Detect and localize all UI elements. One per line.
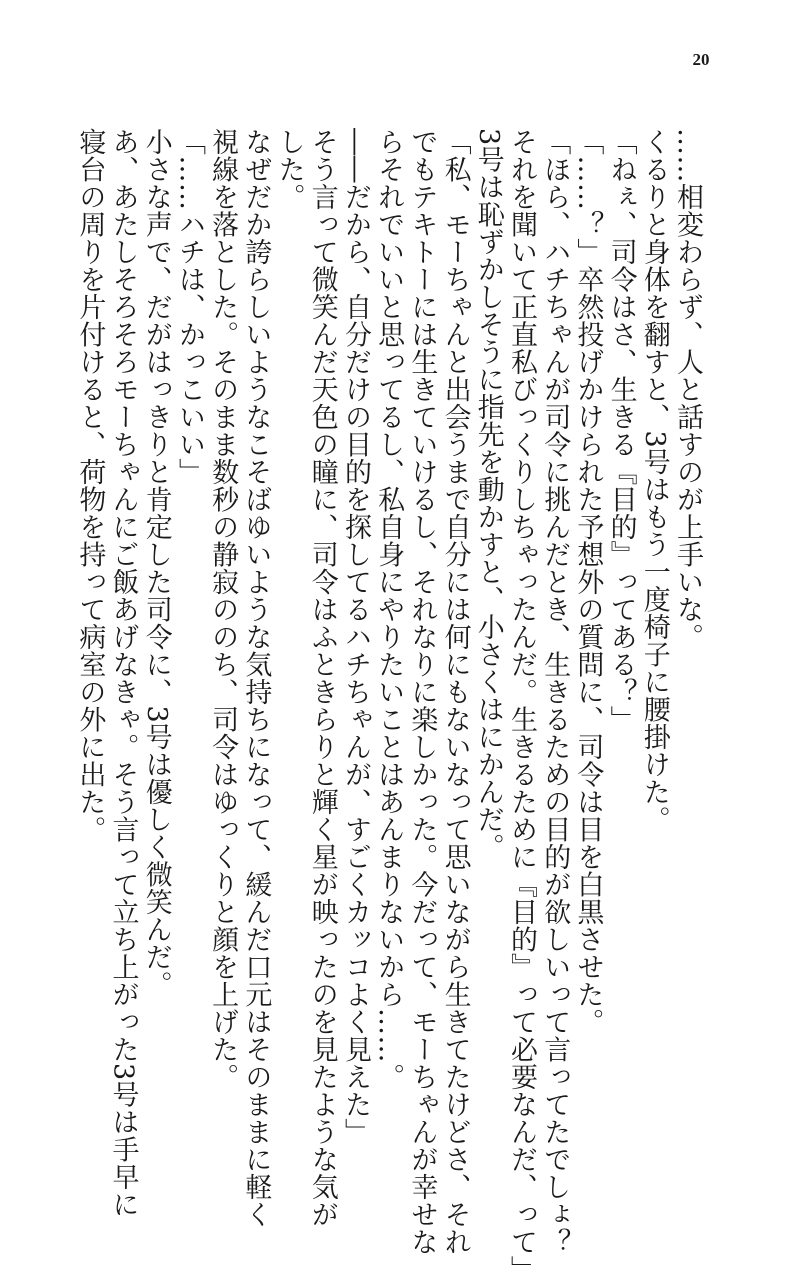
text-line: 寝台の周りを片付けると、荷物を持って病室の外に出た。 [74, 128, 106, 843]
text-line: でもテキトーには生きていけるし、それなりに楽しかった。今だって、モーちゃんが幸せな [406, 128, 438, 1256]
text-line: あ、あたしそろそろモーちゃんにご飯あげなきゃ。そう言って立ち上がった3号は手早に [107, 128, 139, 1219]
text-line: ――だから、自分だけの目的を探してるハチちゃんが、すごくカッコよく見えた」 [339, 128, 371, 1146]
text-line: 「……？」卒然投げかけられた予想外の質問に、司令は目を白黒させた。 [572, 128, 604, 1036]
text-line: した。 [273, 128, 305, 211]
text-line: 「……ハチは、かっこいい」 [173, 128, 205, 486]
text-line: そう言って微笑んだ天色の瞳に、司令はふときらりと輝く星が映ったのを見たような気が [306, 128, 338, 1228]
text-line: 「ほら、ハチちゃんが司令に挑んだとき、生きるための目的が欲しいって言ってたでしょ？ [539, 128, 571, 1256]
text-line: 「私、モーちゃんと出会うまで自分には何にもないなって思いながら生きてたけどさ、それ [439, 128, 471, 1256]
text-line: なぜだか誇らしいようなこそばゆいような気持ちになって、緩んだ口元はそのままに軽く [240, 128, 272, 1228]
text-line: 小さな声で、だがはっきりと肯定した司令に、3号は優しく微笑んだ。 [140, 128, 172, 999]
text-line: 3号は恥ずかしそうに指先を動かすと、小さくはにかんだ。 [472, 128, 504, 861]
text-line: 「ねぇ、司令はさ、生きる『目的』ってある？」 [605, 128, 637, 733]
page-number: 20 [692, 50, 710, 69]
text-line: らそれでいいと思ってるし、私自身にやりたいことはあんまりないから……。 [373, 128, 405, 1091]
text-line: それを聞いて正直私びっくりしちゃったんだ。生きるために『目的』って必要なんだ、って」 [505, 128, 537, 1283]
text-line: 視線を落とした。そのまま数秒の静寂ののち、司令はゆっくりと顔を上げた。 [207, 128, 239, 1091]
body-text [73, 128, 704, 1283]
text-line: ……相変わらず、人と話すのが上手いな。 [672, 128, 703, 651]
text-line: くるりと身体を翻すと、3号はもう一度椅子に腰掛けた。 [638, 128, 670, 834]
